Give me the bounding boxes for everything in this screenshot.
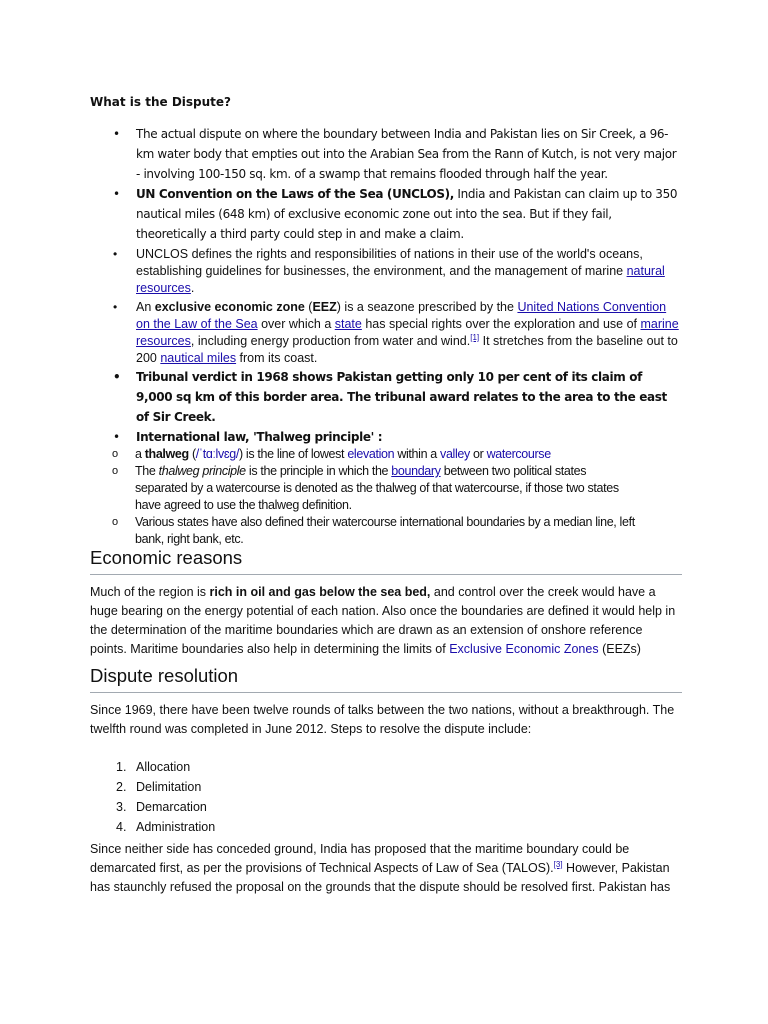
eez-link[interactable]: Exclusive Economic Zones (449, 642, 599, 656)
thalweg-sub-list (90, 446, 682, 548)
list-item (90, 184, 682, 244)
section-heading: Dispute resolution (90, 665, 239, 686)
list-item: 3. Demarcation (116, 800, 207, 814)
list-item: 2. Delimitation (116, 780, 202, 794)
state-link[interactable]: state (334, 317, 362, 331)
bullet-icon: • (113, 247, 118, 261)
elevation-link[interactable]: elevation (347, 447, 395, 461)
section-heading: Economic reasons (90, 547, 243, 568)
valley-link[interactable]: valley (440, 447, 470, 461)
bullet-text: UNCLOS defines the rights and responsibilities of nations in their use of the world's oceans, establishing guidelines for businesses, the environment, and the management of marine (136, 247, 643, 278)
list-item: 1. Allocation (116, 760, 191, 774)
talos-paragraph: Since neither side has conceded ground, India has proposed that the maritime boundary could be demarcated first, as per the provisions of Technical Aspects of Law of Sea (TALOS).[3] However, Pakistan has staunchly refused the proposal on the grounds that the dispute should be resolved first. Pakistan has (90, 842, 671, 894)
section-divider (90, 692, 682, 693)
reference-link[interactable]: [3] (553, 859, 563, 869)
sub-list-item: o The thalweg principle is the principle in which the boundary between two political states separated by a watercourse is denoted as the thalweg of that watercourse, if those two states have agreed to use the thalweg definition. (112, 464, 619, 512)
bullet-text: International law, 'Thalweg principle' : (136, 430, 383, 444)
list-item (90, 124, 682, 184)
sub-list-item: o Various states have also defined their watercourse international boundaries by a median line, left bank, right bank, etc. (112, 515, 635, 546)
bullet-text: The actual dispute on where the boundary between India and Pakistan lies on Sir Creek, a 96-km water body that empties out into the Arabian Sea from the Rann of Kutch, is not very major - involving 100-150 sq. km. of a swamp that remains flooded through half the year. (136, 127, 677, 181)
eez-term: exclusive economic zone (154, 300, 305, 314)
circle-bullet-icon: o (112, 516, 118, 528)
bullet-bold-text: UN Convention on the Laws of the Sea (UNCLOS), (136, 187, 454, 201)
section-divider (90, 574, 682, 575)
circle-bullet-icon: o (112, 448, 118, 460)
bullet-icon: • (113, 370, 121, 384)
resolution-section-header (90, 665, 682, 693)
sub-list-item: o a thalweg (/ˈtɑːlvɛɡ/) is the line of lowest elevation within a valley or watercourse (112, 447, 551, 461)
resolution-paragraph: Since 1969, there have been twelve rounds of talks between the two nations, without a breakthrough. The twelfth round was completed in June 2012. Steps to resolve the dispute include: (90, 703, 675, 736)
boundary-link[interactable]: boundary (391, 464, 441, 478)
bullet-icon: • (113, 430, 120, 444)
reference-link[interactable]: [1] (470, 332, 480, 342)
watercourse-link[interactable]: watercourse (486, 447, 551, 461)
list-item: • An exclusive economic zone (EEZ) is a seazone prescribed by the United Nations Convention on the Law of the Sea over which a state has special rights over the exploration and use of marine resources, including energy production from water and wind.[1] It stretches from the baseline out to 200 nautical miles from its coast. (113, 300, 679, 365)
marine-link[interactable]: marine (640, 317, 679, 331)
resources-link[interactable]: resources (136, 334, 191, 348)
economic-paragraph: Much of the region is rich in oil and gas below the sea bed, and control over the creek would have a huge bearing on the energy potential of each nation. Also once the boundaries are defined it would help in the determination of the maritime boundaries which are drawn as an extension of onshore reference points. Maritime boundaries also help in determining the limits of Exclusive Economic Zones (EEZs) (90, 585, 676, 656)
list-item (90, 427, 682, 548)
bullet-text: Tribunal verdict in 1968 shows Pakistan getting only 10 per cent of its claim of 9,000 sq km of this border area. The tribunal award relates to the area to the east of Sir Creek. (136, 370, 667, 424)
bullet-icon: • (113, 300, 118, 314)
bullet-icon: • (113, 127, 120, 141)
bullet-icon: • (113, 187, 120, 201)
ipa-pronunciation[interactable]: /ˈtɑːlvɛɡ/ (195, 447, 239, 461)
bullet-text: India and Pakistan can claim up to 350 nautical miles (648 km) of exclusive economic zone out into the sea. But if they fail, theoretically a third party could step in and make a claim. (136, 187, 678, 241)
eez-abbrev: EEZ (312, 300, 337, 314)
nautical-miles-link[interactable]: nautical miles (160, 351, 237, 365)
dispute-bullet-list (90, 124, 682, 548)
question-heading: What is the Dispute? (90, 95, 232, 109)
circle-bullet-icon: o (112, 465, 118, 477)
unclos-link[interactable]: United Nations Convention on the Law of the Sea (136, 300, 667, 331)
list-item: • UNCLOS defines the rights and responsibilities of nations in their use of the world's oceans, establishing guidelines for businesses, the environment, and the management of marine natural resources. (113, 247, 665, 295)
natural-resources-link[interactable]: natural resources (136, 264, 665, 295)
list-item (90, 367, 682, 427)
economic-section-header (90, 547, 682, 575)
list-item: 4. Administration (116, 820, 216, 834)
resolution-steps-list (90, 757, 215, 837)
